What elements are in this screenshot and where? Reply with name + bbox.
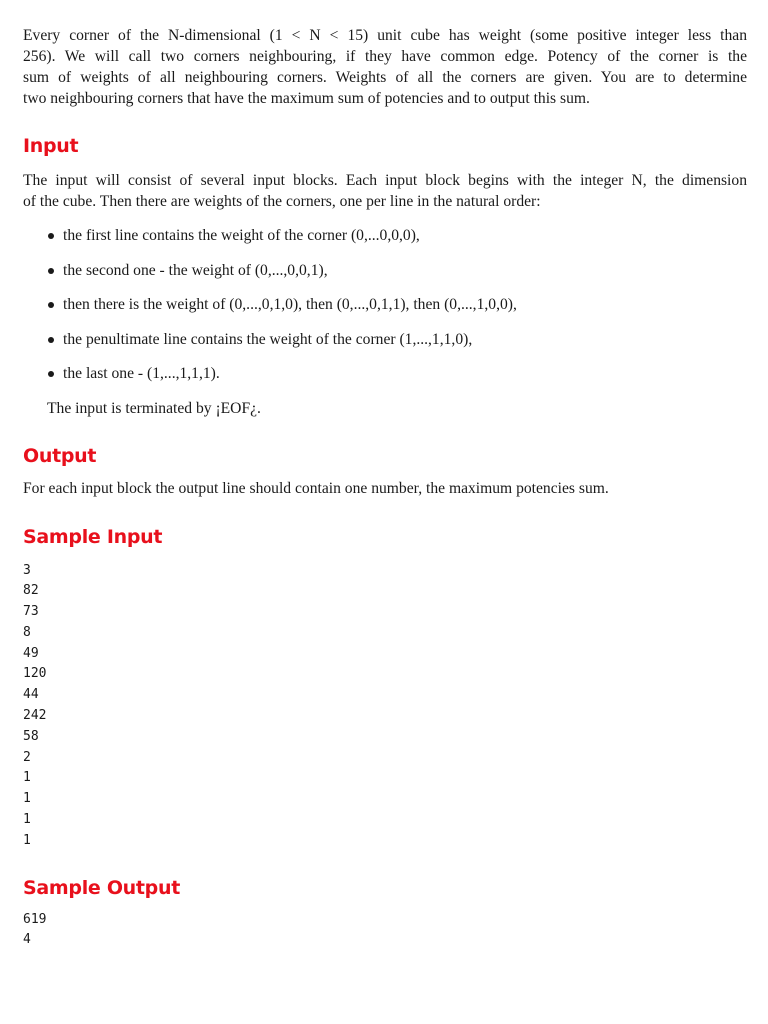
list-item [23,363,747,384]
sample-input-line: 1 [23,770,31,786]
list-item [23,329,747,350]
sample-input-line: 2 [23,749,31,765]
list-item-text: the penultimate line contains the weight of the corner (1,...,1,1,0), [63,330,473,348]
list-item [23,294,747,315]
sample-input-line: 8 [23,624,31,640]
sample-input-line: 44 [23,687,39,703]
sample-input-block [23,561,747,852]
bullet-icon [48,302,54,308]
bullet-icon [48,371,54,377]
sample-input-line: 120 [23,666,47,682]
intro-line: sum of weights of all neighbouring corners. Weights of all the corners are given. You are to determine [23,69,747,86]
input-heading: Input [23,135,79,157]
sample-input-line: 1 [23,791,31,807]
list-item-text: the last one - (1,...,1,1,1). [63,365,220,382]
sample-input-line: 1 [23,832,31,848]
intro-line: 256). We will call two corners neighbouring, if they have common edge. Potency of the corner is the [23,48,747,65]
sample-input-line: 3 [23,562,31,578]
output-paragraph: For each input block the output line should contain one number, the maximum potencies sum. [23,479,609,497]
sample-output-block [23,910,747,952]
sample-input-line: 1 [23,812,31,828]
input-line: The input will consist of several input blocks. Each input block begins with the integer N, the dimension [23,172,747,189]
intro-paragraph [23,25,747,109]
list-item-text: then there is the weight of (0,...,0,1,0), then (0,...,0,1,1), then (0,...,1,0,0), [63,296,517,313]
input-line: of the cube. Then there are weights of the corners, one per line in the natural order: [23,193,541,210]
sample-output-line: 4 [23,932,31,948]
intro-line: two neighbouring corners that have the maximum sum of potencies and to output this sum. [23,90,590,107]
sample-output-heading: Sample Output [23,876,180,899]
list-item [23,225,747,246]
list-item-text: the first line contains the weight of the corner (0,...0,0,0), [63,227,420,244]
bullet-icon [48,233,54,239]
sample-input-line: 242 [23,708,47,724]
list-item-text: the second one - the weight of (0,...,0,0,1), [63,261,328,279]
output-heading: Output [23,444,97,467]
bullet-icon [48,268,54,274]
problem-statement [23,25,747,951]
bullet-icon [48,337,54,343]
input-format-list [23,225,747,384]
sample-input-line: 49 [23,645,39,661]
sample-output-line: 619 [23,911,47,927]
input-paragraph [23,170,747,212]
sample-input-line: 58 [23,728,39,744]
intro-line: Every corner of the N-dimensional (1 < N < 15) unit cube has weight (some positive integer less than [23,27,747,44]
sample-input-heading: Sample Input [23,525,163,548]
list-item [23,260,747,281]
sample-input-line: 73 [23,604,39,620]
sample-input-line: 82 [23,583,39,599]
input-terminator-note: The input is terminated by ¡EOF¿. [47,399,261,417]
